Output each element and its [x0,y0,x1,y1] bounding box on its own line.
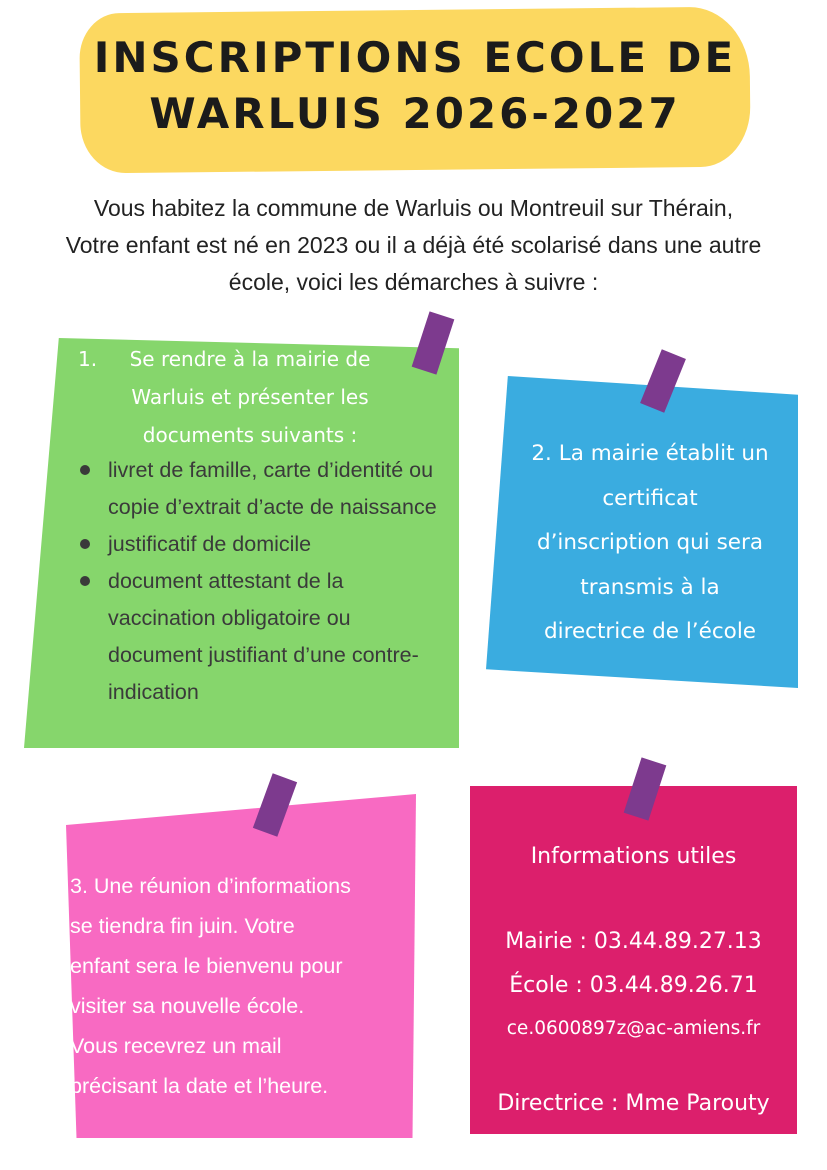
school-email: ce.0600897z@ac-amiens.fr [506,1018,761,1039]
step1-line-3: documents suivants : [142,423,358,447]
title-line-1: INSCRIPTIONS ECOLE DE [93,33,737,82]
director-name: Directrice : Mme Parouty [497,1091,770,1116]
ecole-phone: École : 03.44.89.26.71 [509,973,758,998]
intro-line-1: Vous habitez la commune de Warluis ou Montreuil sur Thérain, [93,195,734,221]
list-item: document attestant de la vaccination obligatoire ou document justifiant d’une contre-indication [78,563,448,711]
info-heading: Informations utiles [530,844,737,869]
step3-line: 3. Une réunion d’informations [70,874,351,898]
step3-text [70,866,410,1106]
step2-line: 2. La mairie établit un [531,441,769,466]
step1-line-2: Warluis et présenter les [131,385,369,409]
step2-line: directrice de l’école [543,619,757,644]
documents-list [78,452,448,711]
info-panel [470,836,797,1124]
step3-line: enfant sera le bienvenu pour [70,954,343,978]
step1-heading [60,340,440,454]
step1-number: 1. [78,347,98,371]
step3-line: visiter sa nouvelle école. [70,994,305,1018]
step3-line: Vous recevrez un mail [70,1034,282,1058]
step3-line: précisant la date et l’heure. [70,1074,329,1098]
info-spacer [470,878,797,920]
info-spacer [470,1050,797,1084]
mairie-phone: Mairie : 03.44.89.27.13 [505,929,762,954]
page-title [80,30,750,142]
intro-line-2: Votre enfant est né en 2023 ou il a déjà été scolarisé dans une autre [65,232,762,258]
list-item: justificatif de domicile [78,526,448,563]
intro-line-3: école, voici les démarches à suivre : [228,269,599,295]
list-item: livret de famille, carte d’identité ou copie d’extrait d’acte de naissance [78,452,448,526]
intro-text [0,190,827,301]
step1-line-1: Se rendre à la mairie de [129,347,371,371]
step3-line: se tiendra fin juin. Votre [70,914,295,938]
step2-line: d’inscription qui sera [536,530,764,555]
step2-line: certificat [602,485,698,511]
title-line-2: WARLUIS 2026-2027 [149,89,681,138]
step2-text [500,432,800,655]
step2-line: transmis à la [580,574,720,600]
